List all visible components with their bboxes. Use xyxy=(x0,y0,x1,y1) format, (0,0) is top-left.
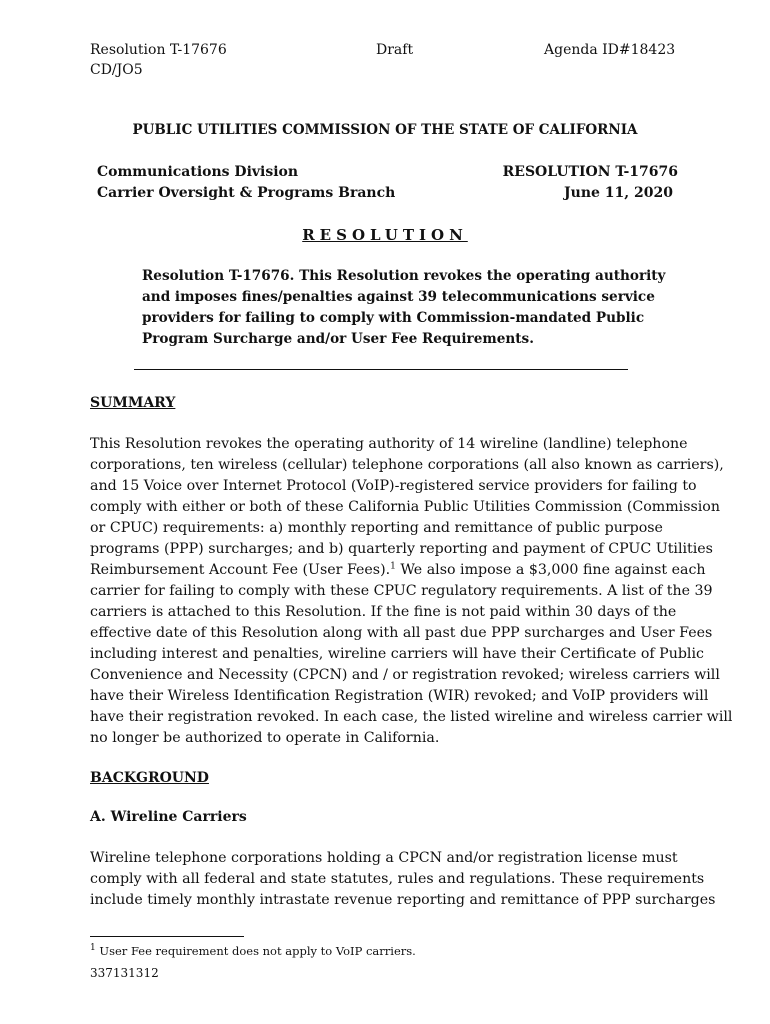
summary-line: This Resolution revokes the operating authority of 14 wireline (landline) telephone xyxy=(90,436,688,452)
footnote-reference[interactable]: 1 xyxy=(390,561,396,572)
summary-line: effective date of this Resolution along with all past due PPP surcharges and User Fees xyxy=(90,625,713,641)
summary-line: comply with either or both of these California Public Utilities Commission (Commission xyxy=(90,499,720,515)
wireline-carriers-subheading: A. Wireline Carriers xyxy=(90,809,247,825)
background-line: comply with all federal and state statutes, rules and regulations. These requirements xyxy=(90,871,705,887)
footnote xyxy=(90,944,416,958)
footnote-text: User Fee requirement does not apply to VoIP carriers. xyxy=(95,944,416,958)
header-resolution-number: Resolution T-17676 xyxy=(90,42,227,58)
resolution-number: RESOLUTION T-17676 xyxy=(502,164,678,180)
summary-line: carrier for failing to comply with these CPUC regulatory requirements. A list of the 39 xyxy=(90,583,713,599)
header-office-code: CD/JO5 xyxy=(90,62,143,78)
summary-line: or CPUC) requirements: a) monthly reporting and remittance of public purpose xyxy=(90,520,663,536)
branch-name: Carrier Oversight & Programs Branch xyxy=(97,185,396,201)
commission-title: PUBLIC UTILITIES COMMISSION OF THE STATE OF CALIFORNIA xyxy=(132,122,638,138)
summary-heading: SUMMARY xyxy=(90,395,176,411)
resolution-abstract xyxy=(142,266,666,350)
background-line: include timely monthly intrastate revenue reporting and remittance of PPP surcharges xyxy=(90,892,716,908)
summary-line: and 15 Voice over Internet Protocol (VoIP)-registered service providers for failing to xyxy=(90,478,697,494)
document-number: 337131312 xyxy=(90,966,159,980)
summary-line: programs (PPP) surcharges; and b) quarterly reporting and payment of CPUC Utilities xyxy=(90,541,713,557)
footnote-divider xyxy=(90,936,244,937)
resolution-heading: RESOLUTION xyxy=(302,226,468,244)
abstract-line: Program Surcharge and/or User Fee Requirements. xyxy=(142,331,534,347)
background-paragraph xyxy=(90,848,716,911)
background-heading: BACKGROUND xyxy=(90,770,209,786)
abstract-line: Resolution T-17676. This Resolution revokes the operating authority xyxy=(142,268,666,284)
footnote-marker: 1 xyxy=(90,943,96,954)
summary-line: Convenience and Necessity (CPCN) and / or registration revoked; wireless carriers will xyxy=(90,667,720,683)
summary-line xyxy=(90,560,706,581)
summary-line: have their registration revoked. In each case, the listed wireline and wireless carrier will xyxy=(90,709,733,725)
summary-paragraph xyxy=(90,434,733,749)
summary-line-end: We also impose a $3,000 fine against each xyxy=(395,562,706,578)
summary-line: including interest and penalties, wireline carriers will have their Certificate of Public xyxy=(90,646,704,662)
header-agenda-id: Agenda ID#18423 xyxy=(544,42,676,58)
summary-line: no longer be authorized to operate in California. xyxy=(90,730,440,746)
header-draft-label: Draft xyxy=(376,42,414,58)
abstract-line: providers for failing to comply with Commission-mandated Public xyxy=(142,310,645,326)
background-line: Wireline telephone corporations holding a CPCN and/or registration license must xyxy=(90,850,678,866)
abstract-divider xyxy=(134,369,628,370)
abstract-line: and imposes fines/penalties against 39 telecommunications service xyxy=(142,289,655,305)
division-name: Communications Division xyxy=(97,164,299,180)
summary-line: corporations, ten wireless (cellular) telephone corporations (all also known as carriers), xyxy=(90,457,724,473)
summary-line-start: Reimbursement Account Fee (User Fees). xyxy=(90,562,391,578)
summary-line: carriers is attached to this Resolution. If the fine is not paid within 30 days of the xyxy=(90,604,677,620)
summary-line: have their Wireless Identification Registration (WIR) revoked; and VoIP providers will xyxy=(90,688,709,704)
resolution-date: June 11, 2020 xyxy=(564,185,673,201)
